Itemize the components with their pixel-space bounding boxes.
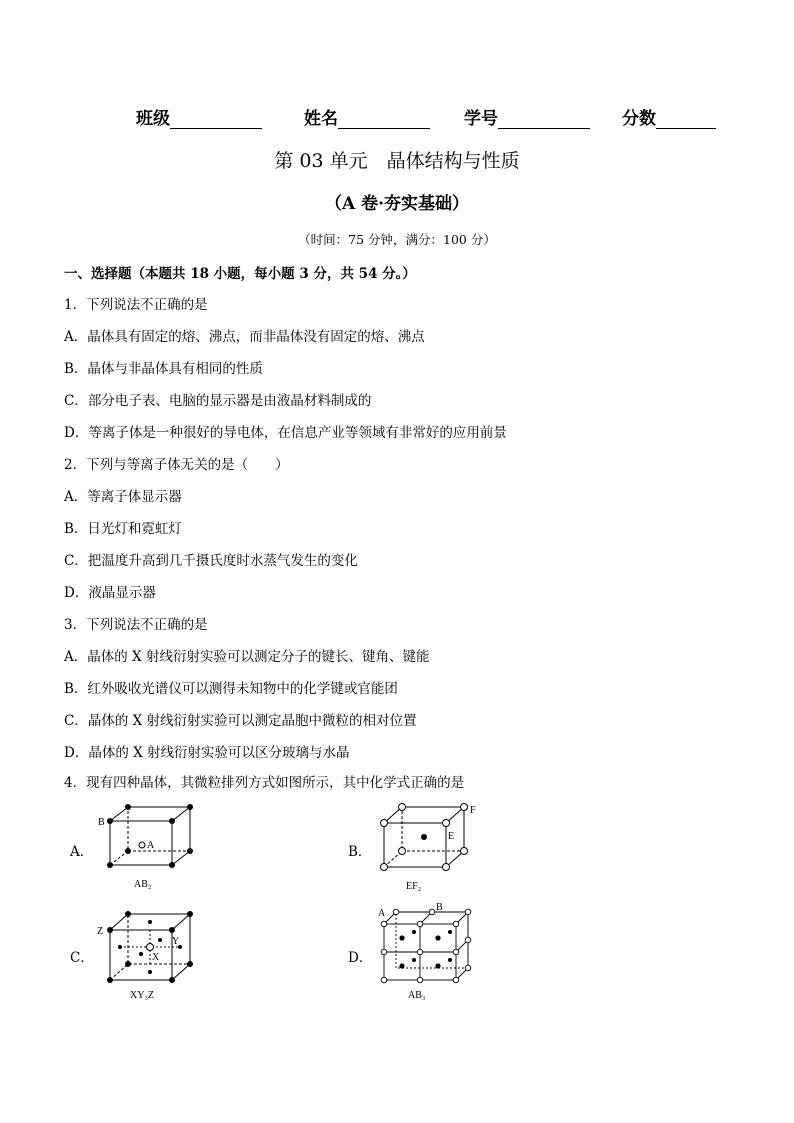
option-text[interactable]: C．晶体的 X 射线衍射实验可以测定晶胞中微粒的相对位置 [64,713,417,729]
figure-caption: AB₂ [134,879,152,890]
option-text[interactable]: C．部分电子表、电脑的显示器是由液晶材料制成的 [64,393,372,409]
figure-label: A [378,908,386,919]
option-d-letter[interactable]: D． [348,950,373,966]
figure-label: Y [172,936,180,947]
figure-label: A [147,840,155,851]
question-stem: 3．下列说法不正确的是 [64,617,208,633]
option-text[interactable]: B．日光灯和霓虹灯 [64,521,182,537]
question-stem: 4．现有四种晶体，其微粒排列方式如图所示，其中化学式正确的是 [64,775,465,791]
option-text[interactable]: C．把温度升高到几千摄氏度时水蒸气发生的变化 [64,553,358,569]
figure-label: E [448,831,455,842]
page-title: 第 03 单元 晶体结构与性质 [274,150,520,172]
figure-caption: EF₂ [406,881,422,892]
crystal-figure-b[interactable] [372,803,482,893]
student-info-header [136,104,736,132]
option-c-letter[interactable]: C． [70,950,94,966]
option-text[interactable]: D．晶体的 X 射线衍射实验可以区分玻璃与水晶 [64,745,350,761]
exam-meta: （时间：75 分钟，满分：100 分） [298,232,496,247]
score-blank[interactable] [656,108,716,129]
class-field[interactable] [136,104,262,129]
figure-label: B [436,902,443,913]
option-text[interactable]: A．等离子体显示器 [64,489,182,505]
figure-label: F [470,805,476,816]
option-text[interactable]: B．红外吸收光谱仪可以测得未知物中的化学键或官能团 [64,681,398,697]
score-label: 分数 [622,109,656,129]
crystal-figure-c[interactable] [96,906,196,1002]
crystal-figure-a[interactable] [96,803,196,893]
figure-label: Z [97,926,104,937]
id-field[interactable] [464,104,590,129]
name-blank[interactable] [338,108,430,129]
crystal-figure-d[interactable] [372,902,472,1002]
option-a-letter[interactable]: A． [70,844,94,860]
class-label: 班级 [136,109,170,129]
figure-caption: AB₃ [408,990,426,1001]
page-subtitle: （A 卷·夯实基础） [324,194,470,214]
question-stem: 2．下列与等离子体无关的是（ ） [64,457,289,473]
option-text[interactable]: D．等离子体是一种很好的导电体，在信息产业等领域有非常好的应用前景 [64,425,507,441]
class-blank[interactable] [170,108,262,129]
name-label: 姓名 [304,109,338,129]
figure-label: X [152,952,160,963]
option-text[interactable]: A．晶体的 X 射线衍射实验可以测定分子的键长、键角、键能 [64,649,430,665]
name-field[interactable] [304,104,430,129]
option-text[interactable]: D．液晶显示器 [64,585,156,601]
option-text[interactable]: A．晶体具有固定的熔、沸点，而非晶体没有固定的熔、沸点 [64,329,425,345]
question-stem: 1．下列说法不正确的是 [64,297,208,313]
id-blank[interactable] [498,108,590,129]
figure-caption: XY₃Z [130,990,155,1001]
option-b-letter[interactable]: B． [348,844,372,860]
score-field[interactable] [622,104,716,129]
id-label: 学号 [464,109,498,129]
figure-label: B [98,817,105,828]
option-text[interactable]: B．晶体与非晶体具有相同的性质 [64,361,263,377]
section-heading: 一、选择题（本题共 18 小题，每小题 3 分，共 54 分。） [64,266,416,282]
